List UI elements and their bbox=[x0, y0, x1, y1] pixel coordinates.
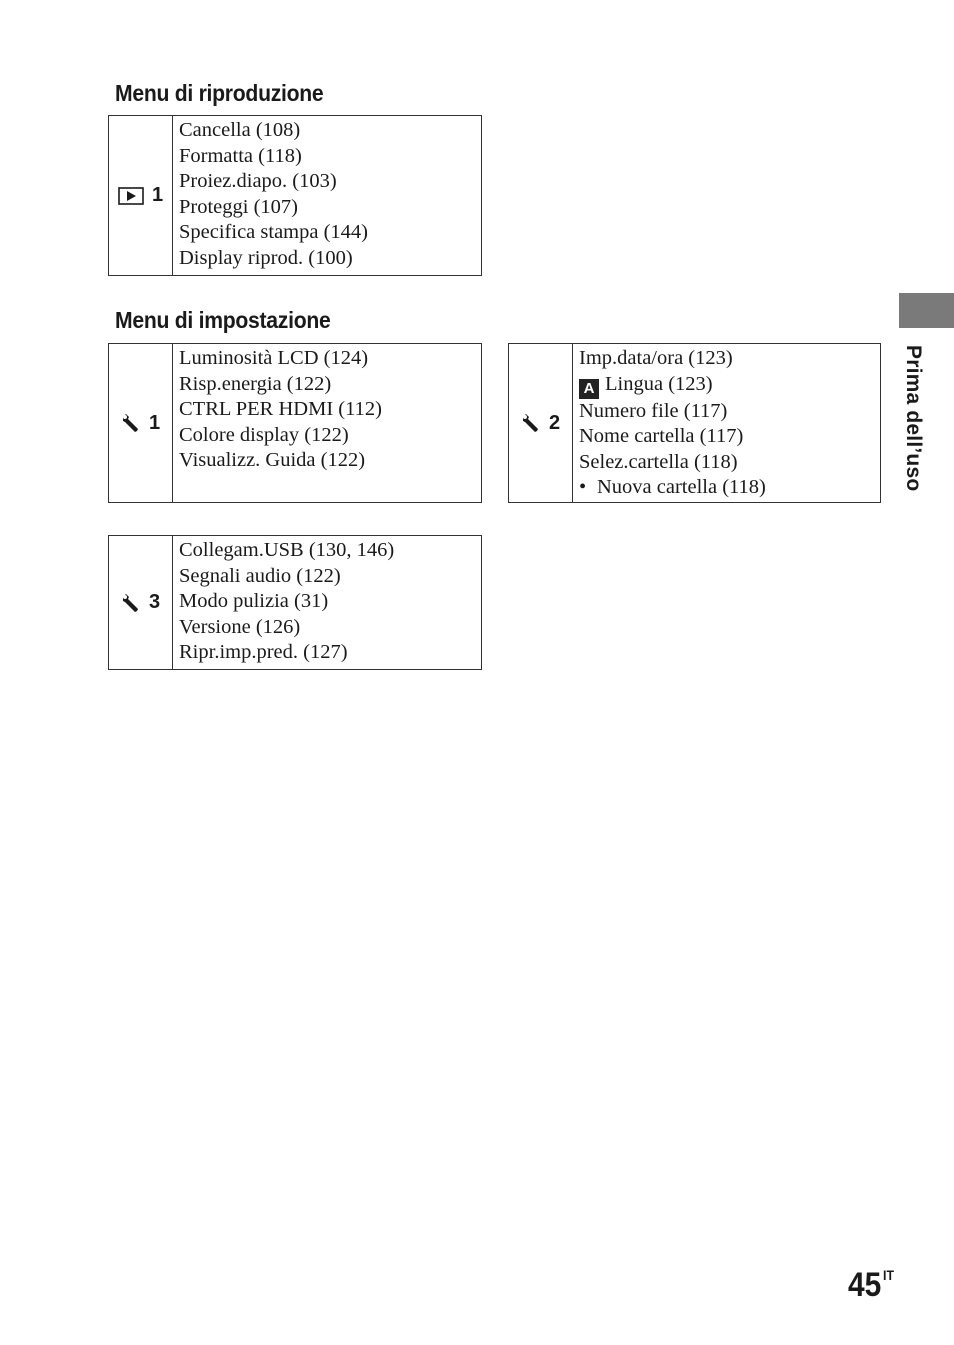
setup-menu-3-items bbox=[173, 536, 481, 669]
list-item-label: Nuova cartella (118) bbox=[597, 476, 766, 499]
setup-menu-3-number: 3 bbox=[148, 591, 161, 613]
list-item: Segnali audio (122) bbox=[179, 564, 341, 587]
setup-menu-heading: Menu di impostazione bbox=[115, 307, 331, 333]
setup-menu-2-label bbox=[509, 344, 573, 502]
list-item: Selez.cartella (118) bbox=[579, 450, 738, 473]
page-language-suffix: IT bbox=[883, 1267, 895, 1283]
list-item: Versione (126) bbox=[179, 615, 301, 638]
chapter-side-label: Prima dell’uso bbox=[902, 345, 925, 492]
playback-menu-heading: Menu di riproduzione bbox=[115, 80, 324, 106]
list-item bbox=[579, 372, 880, 399]
bullet: • bbox=[579, 476, 587, 499]
setup-menu-3-label bbox=[109, 536, 173, 669]
wrench-icon bbox=[121, 413, 141, 433]
page-number-value: 45 bbox=[848, 1266, 882, 1304]
chapter-tab-marker bbox=[899, 293, 954, 328]
setup-menu-1-table bbox=[108, 343, 482, 503]
list-item bbox=[579, 475, 880, 501]
list-item: Risp.energia (122) bbox=[179, 372, 332, 395]
list-item: Numero file (117) bbox=[579, 399, 728, 422]
language-icon: A bbox=[579, 379, 599, 399]
list-item: Cancella (108) bbox=[179, 119, 301, 141]
list-item: Imp.data/ora (123) bbox=[579, 347, 733, 369]
wrench-icon bbox=[521, 413, 541, 433]
list-item: Visualizz. Guida (122) bbox=[179, 449, 366, 472]
wrench-icon bbox=[121, 593, 141, 613]
list-item: Proteggi (107) bbox=[179, 195, 298, 218]
list-item: CTRL PER HDMI (112) bbox=[179, 398, 382, 421]
setup-menu-1-label bbox=[109, 344, 173, 502]
setup-menu-1-number: 1 bbox=[148, 411, 161, 434]
playback-menu-table bbox=[108, 115, 482, 276]
playback-menu-number: 1 bbox=[151, 184, 164, 206]
list-item: Display riprod. (100) bbox=[179, 246, 353, 269]
list-item: Modo pulizia (31) bbox=[179, 590, 329, 613]
page-number bbox=[848, 1266, 894, 1305]
list-item: Formatta (118) bbox=[179, 144, 302, 167]
list-item: Colore display (122) bbox=[179, 423, 349, 446]
playback-menu-items bbox=[173, 116, 481, 275]
list-item: Nome cartella (117) bbox=[579, 425, 744, 448]
list-item: Specifica stampa (144) bbox=[179, 221, 368, 244]
setup-menu-2-table bbox=[508, 343, 881, 503]
playback-menu-label bbox=[109, 116, 173, 275]
list-item: Collegam.USB (130, 146) bbox=[179, 539, 395, 561]
list-item: Proiez.diapo. (103) bbox=[179, 170, 337, 193]
list-item: Luminosità LCD (124) bbox=[179, 347, 369, 369]
list-item: Ripr.imp.pred. (127) bbox=[179, 641, 348, 664]
setup-menu-2-items bbox=[573, 344, 880, 502]
setup-menu-3-table bbox=[108, 535, 482, 670]
list-item-label: Lingua (123) bbox=[605, 372, 713, 395]
setup-menu-1-items bbox=[173, 344, 481, 502]
playback-icon bbox=[118, 187, 144, 205]
setup-menu-2-number: 2 bbox=[548, 411, 561, 434]
